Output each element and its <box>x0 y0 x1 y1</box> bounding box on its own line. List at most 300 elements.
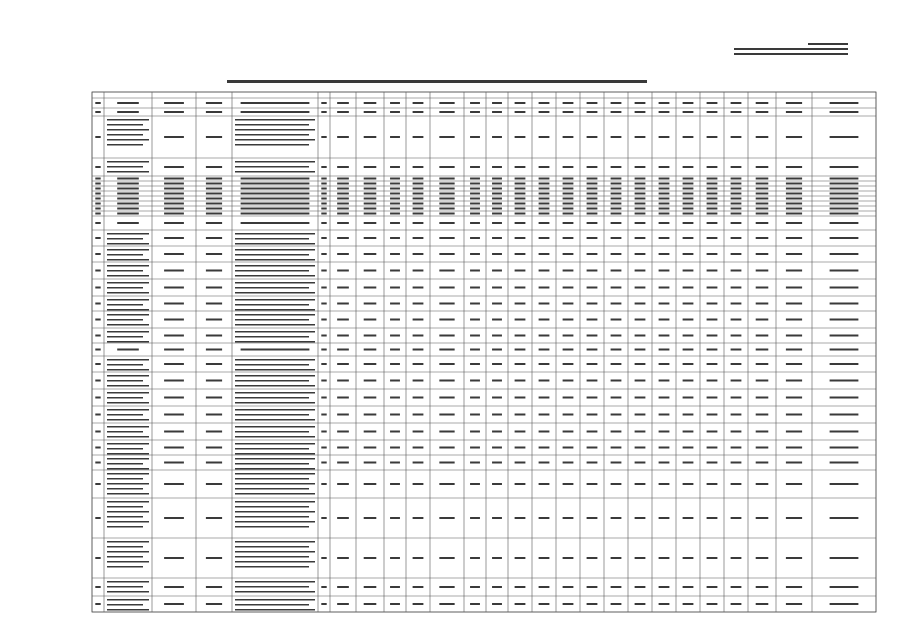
unreadable-text <box>515 557 526 559</box>
unreadable-text <box>563 136 574 138</box>
unreadable-text <box>515 319 526 321</box>
unreadable-text <box>390 287 400 289</box>
unreadable-text <box>635 183 646 185</box>
unreadable-text <box>563 557 574 559</box>
unreadable-text <box>563 198 574 200</box>
unreadable-text <box>95 222 100 224</box>
unreadable-text <box>731 414 742 416</box>
unreadable-text <box>492 237 502 239</box>
unreadable-text <box>515 111 526 113</box>
unreadable-text <box>164 253 184 255</box>
unreadable-text <box>107 369 149 371</box>
unreadable-text <box>563 213 574 215</box>
document-title-text-block <box>227 80 647 83</box>
unreadable-text <box>107 397 143 399</box>
unreadable-text <box>235 254 309 256</box>
unreadable-text <box>235 478 309 480</box>
unreadable-text <box>364 414 377 416</box>
unreadable-text <box>830 111 859 113</box>
unreadable-text <box>659 462 670 464</box>
unreadable-text <box>337 166 349 168</box>
unreadable-text <box>539 380 550 382</box>
unreadable-text <box>321 203 326 205</box>
unreadable-text <box>683 188 694 190</box>
unreadable-text <box>164 198 184 200</box>
unreadable-text <box>635 349 646 351</box>
unreadable-text <box>164 557 184 559</box>
unreadable-text <box>707 270 718 272</box>
data-table <box>92 92 876 612</box>
unreadable-text <box>635 270 646 272</box>
unreadable-text <box>635 178 646 180</box>
unreadable-text <box>659 335 670 337</box>
unreadable-text <box>830 178 859 180</box>
unreadable-text <box>731 303 742 305</box>
unreadable-text <box>830 270 859 272</box>
unreadable-text <box>235 259 315 261</box>
unreadable-text <box>635 603 646 605</box>
unreadable-text <box>659 198 670 200</box>
unreadable-text <box>321 483 326 485</box>
unreadable-text <box>786 213 802 215</box>
unreadable-text <box>107 324 149 326</box>
unreadable-text <box>117 213 139 215</box>
unreadable-text <box>756 414 769 416</box>
unreadable-text <box>206 483 222 485</box>
unreadable-text <box>364 397 377 399</box>
unreadable-text <box>731 136 742 138</box>
unreadable-text <box>390 319 400 321</box>
unreadable-text <box>321 335 326 337</box>
unreadable-text <box>364 380 377 382</box>
unreadable-text <box>107 402 149 404</box>
unreadable-text <box>107 561 149 563</box>
unreadable-text <box>707 208 718 210</box>
unreadable-text <box>756 270 769 272</box>
unreadable-text <box>786 188 802 190</box>
unreadable-text <box>756 136 769 138</box>
unreadable-text <box>117 203 139 205</box>
unreadable-text <box>731 586 742 588</box>
unreadable-text <box>683 397 694 399</box>
unreadable-text <box>321 462 326 464</box>
unreadable-text <box>107 359 149 361</box>
unreadable-text <box>107 129 149 131</box>
unreadable-text <box>707 557 718 559</box>
unreadable-text <box>756 203 769 205</box>
unreadable-text <box>563 335 574 337</box>
unreadable-text <box>337 319 349 321</box>
unreadable-text <box>515 447 526 449</box>
unreadable-text <box>830 397 859 399</box>
unreadable-text <box>611 335 622 337</box>
unreadable-text <box>587 188 598 190</box>
unreadable-text <box>390 198 400 200</box>
unreadable-text <box>164 363 184 365</box>
unreadable-text <box>390 380 400 382</box>
unreadable-text <box>515 462 526 464</box>
unreadable-text <box>95 203 100 205</box>
unreadable-text <box>413 193 424 195</box>
unreadable-text <box>390 188 400 190</box>
unreadable-text <box>107 304 143 306</box>
unreadable-text <box>563 178 574 180</box>
unreadable-text <box>107 541 149 543</box>
unreadable-text <box>563 188 574 190</box>
unreadable-text <box>470 287 480 289</box>
unreadable-text <box>756 111 769 113</box>
unreadable-text <box>95 270 100 272</box>
unreadable-text <box>587 253 598 255</box>
unreadable-text <box>321 237 326 239</box>
unreadable-text <box>756 586 769 588</box>
unreadable-text <box>707 303 718 305</box>
unreadable-text <box>390 270 400 272</box>
unreadable-text <box>707 431 718 433</box>
unreadable-text <box>470 447 480 449</box>
unreadable-text <box>731 447 742 449</box>
unreadable-text <box>635 208 646 210</box>
unreadable-text <box>611 363 622 365</box>
unreadable-text <box>164 203 184 205</box>
unreadable-text <box>683 483 694 485</box>
unreadable-text <box>611 349 622 351</box>
unreadable-text <box>587 603 598 605</box>
unreadable-text <box>539 136 550 138</box>
unreadable-text <box>756 462 769 464</box>
unreadable-text <box>107 275 149 277</box>
unreadable-text <box>107 501 149 503</box>
unreadable-text <box>786 203 802 205</box>
unreadable-text <box>95 380 100 382</box>
unreadable-text <box>587 166 598 168</box>
unreadable-text <box>470 397 480 399</box>
unreadable-text <box>756 287 769 289</box>
unreadable-text <box>539 335 550 337</box>
unreadable-text <box>337 303 349 305</box>
unreadable-text <box>786 414 802 416</box>
unreadable-text <box>107 124 143 126</box>
unreadable-text <box>515 198 526 200</box>
unreadable-text <box>439 237 454 239</box>
unreadable-text <box>731 222 742 224</box>
unreadable-text <box>413 102 424 104</box>
unreadable-text <box>539 188 550 190</box>
unreadable-text <box>107 287 143 289</box>
unreadable-text <box>321 193 326 195</box>
unreadable-text <box>515 203 526 205</box>
unreadable-text <box>235 468 315 470</box>
unreadable-text <box>731 213 742 215</box>
unreadable-text <box>683 319 694 321</box>
unreadable-text <box>830 557 859 559</box>
unreadable-text <box>337 557 349 559</box>
unreadable-text <box>635 557 646 559</box>
unreadable-text <box>321 303 326 305</box>
unreadable-text <box>683 222 694 224</box>
unreadable-text <box>756 188 769 190</box>
unreadable-text <box>786 111 802 113</box>
unreadable-text <box>539 431 550 433</box>
unreadable-text <box>364 253 377 255</box>
unreadable-text <box>563 483 574 485</box>
unreadable-text <box>707 363 718 365</box>
unreadable-text <box>413 198 424 200</box>
unreadable-text <box>611 111 622 113</box>
unreadable-text <box>683 193 694 195</box>
unreadable-text <box>539 213 550 215</box>
unreadable-text <box>707 414 718 416</box>
unreadable-text <box>830 183 859 185</box>
unreadable-text <box>470 102 480 104</box>
unreadable-text <box>235 488 309 490</box>
header-line <box>808 43 848 45</box>
page-header-text-block <box>734 43 848 55</box>
unreadable-text <box>117 198 139 200</box>
unreadable-text <box>107 483 149 485</box>
unreadable-text <box>587 319 598 321</box>
unreadable-text <box>563 303 574 305</box>
unreadable-text <box>707 517 718 519</box>
unreadable-text <box>731 397 742 399</box>
unreadable-text <box>587 462 598 464</box>
unreadable-text <box>235 341 315 343</box>
unreadable-text <box>235 304 309 306</box>
unreadable-text <box>539 319 550 321</box>
unreadable-text <box>756 213 769 215</box>
unreadable-text <box>439 213 454 215</box>
unreadable-text <box>439 447 454 449</box>
unreadable-text <box>515 517 526 519</box>
unreadable-text <box>321 111 326 113</box>
unreadable-text <box>470 208 480 210</box>
unreadable-text <box>390 462 400 464</box>
unreadable-text <box>707 462 718 464</box>
unreadable-text <box>683 178 694 180</box>
unreadable-text <box>756 102 769 104</box>
unreadable-text <box>587 303 598 305</box>
unreadable-text <box>107 426 149 428</box>
unreadable-text <box>95 136 100 138</box>
unreadable-text <box>321 431 326 433</box>
unreadable-text <box>117 208 139 210</box>
unreadable-text <box>611 193 622 195</box>
unreadable-text <box>587 363 598 365</box>
unreadable-text <box>470 222 480 224</box>
unreadable-text <box>707 166 718 168</box>
unreadable-text <box>830 208 859 210</box>
unreadable-text <box>515 208 526 210</box>
unreadable-text <box>390 363 400 365</box>
unreadable-text <box>563 237 574 239</box>
unreadable-text <box>95 193 100 195</box>
unreadable-text <box>364 178 377 180</box>
unreadable-text <box>107 581 149 583</box>
unreadable-text <box>756 178 769 180</box>
unreadable-text <box>364 586 377 588</box>
unreadable-text <box>235 458 315 460</box>
unreadable-text <box>515 253 526 255</box>
unreadable-text <box>241 102 310 104</box>
unreadable-text <box>830 483 859 485</box>
unreadable-text <box>164 335 184 337</box>
unreadable-text <box>731 111 742 113</box>
unreadable-text <box>611 188 622 190</box>
unreadable-text <box>235 233 315 235</box>
unreadable-text <box>731 431 742 433</box>
unreadable-text <box>470 237 480 239</box>
unreadable-text <box>786 319 802 321</box>
unreadable-text <box>390 193 400 195</box>
unreadable-text <box>95 483 100 485</box>
unreadable-text <box>683 208 694 210</box>
unreadable-text <box>364 462 377 464</box>
unreadable-text <box>95 198 100 200</box>
unreadable-text <box>731 102 742 104</box>
unreadable-text <box>470 431 480 433</box>
unreadable-text <box>107 341 149 343</box>
unreadable-text <box>164 193 184 195</box>
unreadable-text <box>786 270 802 272</box>
unreadable-text <box>164 380 184 382</box>
unreadable-text <box>439 483 454 485</box>
unreadable-text <box>515 397 526 399</box>
unreadable-text <box>235 144 309 146</box>
unreadable-text <box>206 586 222 588</box>
unreadable-text <box>321 363 326 365</box>
unreadable-text <box>95 208 100 210</box>
unreadable-text <box>439 208 454 210</box>
unreadable-text <box>563 517 574 519</box>
unreadable-text <box>611 447 622 449</box>
unreadable-text <box>563 253 574 255</box>
unreadable-text <box>756 237 769 239</box>
unreadable-text <box>235 397 309 399</box>
unreadable-text <box>539 111 550 113</box>
unreadable-text <box>390 517 400 519</box>
unreadable-text <box>515 270 526 272</box>
unreadable-text <box>107 254 143 256</box>
unreadable-text <box>683 517 694 519</box>
unreadable-text <box>539 270 550 272</box>
unreadable-text <box>235 375 315 377</box>
unreadable-text <box>786 363 802 365</box>
unreadable-text <box>659 111 670 113</box>
unreadable-text <box>756 447 769 449</box>
unreadable-text <box>659 319 670 321</box>
unreadable-text <box>107 448 143 450</box>
unreadable-text <box>107 243 149 245</box>
unreadable-text <box>830 213 859 215</box>
unreadable-text <box>107 458 149 460</box>
unreadable-text <box>337 586 349 588</box>
unreadable-text <box>539 462 550 464</box>
unreadable-text <box>830 198 859 200</box>
unreadable-text <box>635 363 646 365</box>
unreadable-text <box>515 213 526 215</box>
unreadable-text <box>683 198 694 200</box>
unreadable-text <box>107 604 143 606</box>
unreadable-text <box>515 136 526 138</box>
unreadable-text <box>492 397 502 399</box>
unreadable-text <box>492 462 502 464</box>
unreadable-text <box>492 178 502 180</box>
unreadable-text <box>539 237 550 239</box>
unreadable-text <box>786 303 802 305</box>
unreadable-text <box>756 208 769 210</box>
unreadable-text <box>107 385 149 387</box>
unreadable-text <box>539 222 550 224</box>
unreadable-text <box>635 380 646 382</box>
unreadable-text <box>206 335 222 337</box>
unreadable-text <box>786 178 802 180</box>
unreadable-text <box>756 303 769 305</box>
unreadable-text <box>164 287 184 289</box>
unreadable-text <box>539 517 550 519</box>
unreadable-text <box>539 397 550 399</box>
unreadable-text <box>707 586 718 588</box>
unreadable-text <box>786 335 802 337</box>
unreadable-text <box>515 380 526 382</box>
unreadable-text <box>611 462 622 464</box>
unreadable-text <box>364 208 377 210</box>
unreadable-text <box>756 198 769 200</box>
unreadable-text <box>95 111 100 113</box>
unreadable-text <box>439 166 454 168</box>
unreadable-text <box>659 517 670 519</box>
unreadable-text <box>683 183 694 185</box>
unreadable-text <box>235 591 315 593</box>
unreadable-text <box>492 335 502 337</box>
unreadable-text <box>515 178 526 180</box>
unreadable-text <box>611 237 622 239</box>
unreadable-text <box>321 397 326 399</box>
unreadable-text <box>587 414 598 416</box>
unreadable-text <box>439 363 454 365</box>
unreadable-text <box>439 188 454 190</box>
unreadable-text <box>439 203 454 205</box>
unreadable-text <box>659 183 670 185</box>
unreadable-text <box>337 447 349 449</box>
unreadable-text <box>206 222 222 224</box>
unreadable-text <box>635 462 646 464</box>
unreadable-text <box>390 349 400 351</box>
unreadable-text <box>235 609 315 611</box>
unreadable-text <box>587 483 598 485</box>
unreadable-text <box>470 188 480 190</box>
unreadable-text <box>731 270 742 272</box>
unreadable-text <box>95 335 100 337</box>
unreadable-text <box>659 237 670 239</box>
unreadable-text <box>390 222 400 224</box>
unreadable-text <box>413 483 424 485</box>
unreadable-text <box>786 380 802 382</box>
unreadable-text <box>235 299 315 301</box>
table-gridlines <box>92 92 876 612</box>
unreadable-text <box>492 213 502 215</box>
unreadable-text <box>470 349 480 351</box>
unreadable-text <box>164 397 184 399</box>
unreadable-text <box>635 431 646 433</box>
unreadable-text <box>683 349 694 351</box>
unreadable-text <box>439 462 454 464</box>
unreadable-text <box>683 380 694 382</box>
unreadable-text <box>563 363 574 365</box>
unreadable-text <box>587 237 598 239</box>
unreadable-text <box>830 335 859 337</box>
unreadable-text <box>206 303 222 305</box>
unreadable-text <box>164 586 184 588</box>
